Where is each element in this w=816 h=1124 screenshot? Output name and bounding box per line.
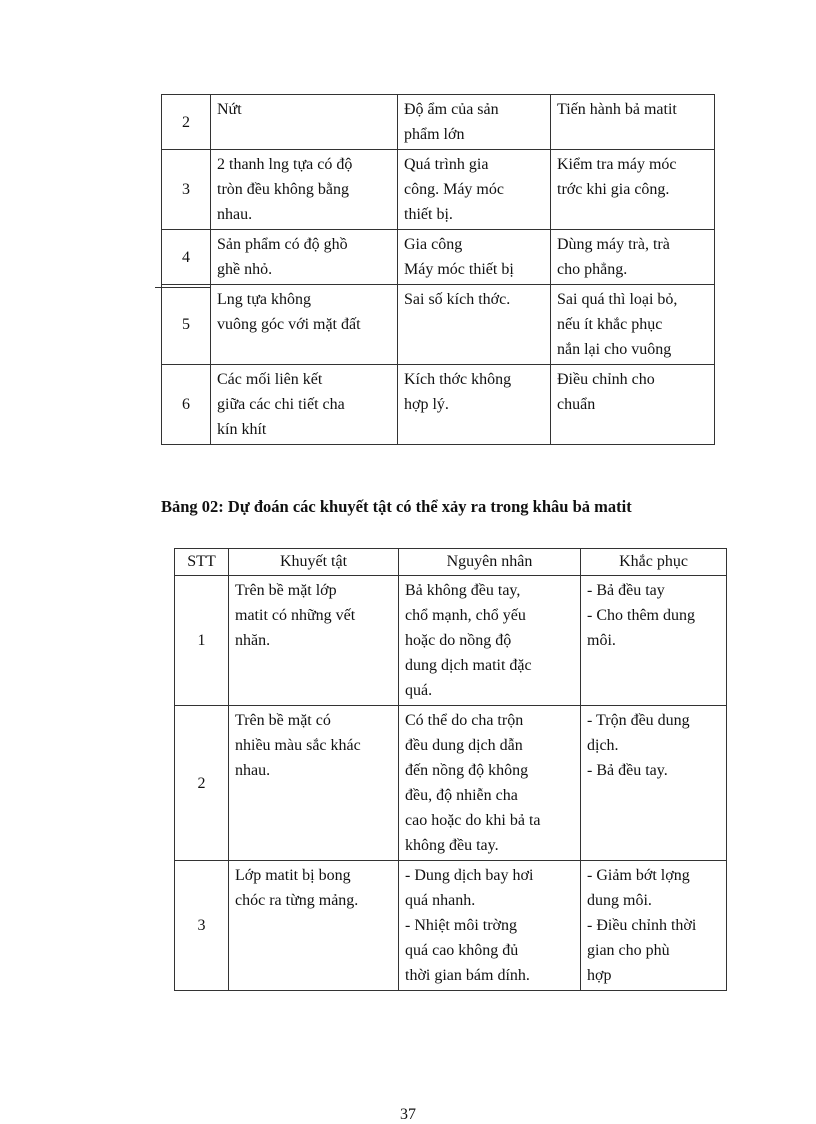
fix-cell <box>581 576 727 706</box>
defect-line: kín khít <box>217 421 267 438</box>
fix-line: dịch. <box>587 737 619 754</box>
fix-line: Tiến hành bả matit <box>557 101 677 118</box>
fix-line: nếu ít khắc phục <box>557 316 663 333</box>
cause-cell <box>398 95 551 150</box>
header-cause: Nguyên nhân <box>399 549 581 576</box>
defect-cell <box>229 706 399 861</box>
fix-line: môi. <box>587 632 616 649</box>
fix-line: nắn lại cho vuông <box>557 341 672 358</box>
cause-line: Quá trình gia <box>404 156 489 173</box>
cause-line: thời gian bám dính. <box>405 967 530 984</box>
fix-cell <box>581 861 727 991</box>
fix-line: - Giảm bớt lợng <box>587 867 690 884</box>
cause-line: quá. <box>405 682 433 699</box>
fix-line: trớc khi gia công. <box>557 181 670 198</box>
defect-line: Trên bề mặt có <box>235 712 331 729</box>
defect-cell <box>211 150 398 230</box>
cause-cell <box>398 285 551 365</box>
table-header-row <box>175 549 727 576</box>
defect-cell <box>211 365 398 445</box>
fix-line: dung môi. <box>587 892 652 909</box>
defect-cell <box>211 285 398 365</box>
table-row <box>162 365 715 445</box>
header-stt: STT <box>175 549 229 576</box>
page-number: 37 <box>400 1106 416 1123</box>
fix-line: hợp <box>587 967 612 984</box>
row-number: 2 <box>175 706 229 861</box>
cause-line: Sai số kích thớc. <box>404 291 511 308</box>
defect-line: Nứt <box>217 101 242 118</box>
fix-line: - Trộn đều dung <box>587 712 690 729</box>
fix-line: Kiểm tra máy móc <box>557 156 677 173</box>
cause-line: chổ mạnh, chổ yếu <box>405 607 526 624</box>
fix-line: - Bả đều tay. <box>587 762 668 779</box>
table-row <box>175 576 727 706</box>
fix-cell <box>551 95 715 150</box>
defects-table-continued <box>161 94 715 445</box>
defect-line: nhăn. <box>235 632 271 649</box>
defect-cell <box>229 861 399 991</box>
fix-cell <box>551 365 715 445</box>
table-row <box>175 861 727 991</box>
cause-line: thiết bị. <box>404 206 453 223</box>
defect-line: chóc ra từng mảng. <box>235 892 359 909</box>
defect-cell <box>211 95 398 150</box>
cause-line: Gia công <box>404 236 463 253</box>
cause-cell <box>398 150 551 230</box>
fix-cell <box>581 706 727 861</box>
defect-line: nhau. <box>217 206 253 223</box>
fix-cell <box>551 150 715 230</box>
table-row <box>162 230 715 285</box>
defect-line: 2 thanh lng tựa có độ <box>217 156 353 173</box>
cause-line: công. Máy móc <box>404 181 504 198</box>
cause-cell <box>398 230 551 285</box>
row-number: 3 <box>162 150 211 230</box>
cause-line: quá cao không đủ <box>405 942 519 959</box>
defect-line: tròn đều không bằng <box>217 181 349 198</box>
cause-line: - Nhiệt môi trờng <box>405 917 517 934</box>
table-row <box>162 150 715 230</box>
table-row <box>175 706 727 861</box>
defect-line: vuông góc với mặt đất <box>217 316 361 333</box>
table-row <box>162 285 715 365</box>
fix-line: Điều chỉnh cho <box>557 371 655 388</box>
cause-line: Kích thớc không <box>404 371 512 388</box>
cause-line: dung dịch matit đặc <box>405 657 532 674</box>
defect-line: Các mối liên kết <box>217 371 323 388</box>
defect-line: Lớp matit bị bong <box>235 867 351 884</box>
cause-line: đến nồng độ không <box>405 762 529 779</box>
defect-line: Trên bề mặt lớp <box>235 582 337 599</box>
fix-cell <box>551 285 715 365</box>
cause-line: hợp lý. <box>404 396 449 413</box>
defect-line: nhau. <box>235 762 271 779</box>
cause-line: cao hoặc do khi bả ta <box>405 812 541 829</box>
header-defect: Khuyết tật <box>229 549 399 576</box>
cause-line: đều dung dịch dẫn <box>405 737 523 754</box>
fix-line: - Cho thêm dung <box>587 607 695 624</box>
row-number: 1 <box>175 576 229 706</box>
defect-line: Lng tựa không <box>217 291 311 308</box>
defect-line: ghề nhỏ. <box>217 261 273 278</box>
defect-line: giữa các chi tiết cha <box>217 396 345 413</box>
table-row <box>162 95 715 150</box>
cause-line: - Dung dịch bay hơi <box>405 867 534 884</box>
cause-line: hoặc do nồng độ <box>405 632 512 649</box>
defect-line: nhiều màu sắc khác <box>235 737 361 754</box>
cause-cell <box>398 365 551 445</box>
cause-line: phẩm lớn <box>404 126 465 143</box>
row-number: 2 <box>162 95 211 150</box>
defect-cell <box>211 230 398 285</box>
header-fix: Khắc phục <box>581 549 727 576</box>
cause-line: đều, độ nhiễn cha <box>405 787 518 804</box>
fix-line: cho phẳng. <box>557 261 628 278</box>
fix-line: Sai quá thì loại bỏ, <box>557 291 678 308</box>
row-number: 5 <box>162 285 211 365</box>
row-number: 4 <box>162 230 211 285</box>
cause-cell <box>399 861 581 991</box>
fix-line: - Điều chỉnh thời <box>587 917 697 934</box>
cause-line: Độ ẩm của sản <box>404 101 499 118</box>
row-number: 6 <box>162 365 211 445</box>
fix-line: chuẩn <box>557 396 596 413</box>
cause-line: Máy móc thiết bị <box>404 261 514 278</box>
cause-line: Có thể do cha trộn <box>405 712 524 729</box>
row-number: 3 <box>175 861 229 991</box>
cause-cell <box>399 706 581 861</box>
defect-line: matit có những vết <box>235 607 356 624</box>
matit-defects-table <box>174 548 727 991</box>
defect-line: Sản phẩm có độ ghồ <box>217 236 348 253</box>
table-caption: Bảng 02: Dự đoán các khuyết tật có thể xảy ra trong khâu bả matit <box>161 497 632 516</box>
cause-cell <box>399 576 581 706</box>
cause-line: không đều tay. <box>405 837 499 854</box>
defect-cell <box>229 576 399 706</box>
fix-line: gian cho phù <box>587 942 670 959</box>
fix-cell <box>551 230 715 285</box>
cause-line: Bả không đều tay, <box>405 582 521 599</box>
fix-line: Dùng máy trà, trà <box>557 236 670 253</box>
cause-line: quá nhanh. <box>405 892 476 909</box>
fix-line: - Bả đều tay <box>587 582 665 599</box>
